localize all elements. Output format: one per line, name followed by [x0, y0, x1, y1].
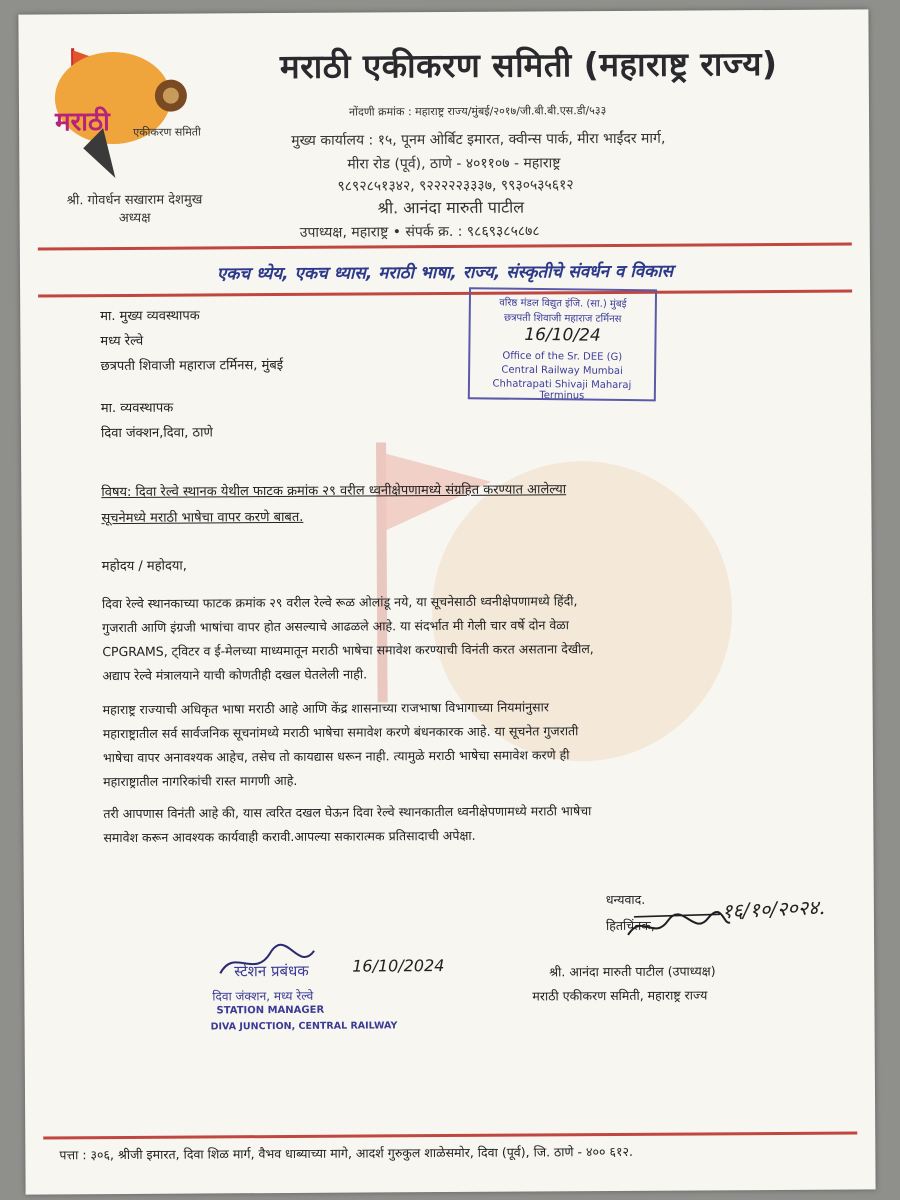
motto: एकच ध्येय, एकच ध्यास, मराठी भाषा, राज्य, संस्कृतीचे संवर्धन व विकास	[216, 261, 674, 285]
para-1-line-1: दिवा रेल्वे स्थानकाच्या फाटक क्रमांक २९ वरील रेल्वे रूळ ओलांडू नये, या सूचनेसाठी ध्वनीक्षेपणामध्ये हिंदी,	[101, 593, 578, 612]
org-title: मराठी एकीकरण समिती (महाराष्ट्र राज्य)	[279, 43, 778, 87]
subject-line-1: विषय: दिवा रेल्वे स्थानक येथील फाटक क्रमांक २९ वरील ध्वनीक्षेपणामध्ये संग्रहित करण्यात आलेल्या	[101, 482, 567, 501]
letter-page	[18, 9, 875, 1194]
para-2-line-2: महाराष्ट्रातील सर्व सार्वजनिक सूचनांमध्ये मराठी भाषेचा समावेश करणे बंधनकारक आहे. या सूचनेत गुजराती	[102, 723, 579, 742]
para-2-line-4: महाराष्ट्रातील नागरिकांची रास्त मागणी आहे.	[103, 772, 298, 790]
samiti-logo	[43, 37, 204, 188]
stamp-en-place: DIVA JUNCTION, CENTRAL RAILWAY	[210, 1020, 398, 1033]
recipient-1-line-3: छत्रपती शिवाजी महाराज टर्मिनस, मुंबई	[100, 357, 284, 375]
handwritten-date: १६/१०/२०२४.	[721, 894, 826, 924]
received-stamp	[468, 287, 657, 401]
station-manager-stamp	[184, 942, 445, 1039]
address-line-1: मुख्य कार्यालय : १५, पूनम ओर्बिट इमारत, क्वीन्स पार्क, मीरा भाईंदर मार्ग,	[291, 130, 666, 149]
stamp-date: 16/10/2024	[352, 956, 445, 976]
closing-thanks: धन्यवाद.	[605, 891, 646, 908]
subject-line-2: सूचनेमध्ये मराठी भाषेचा वापर करणे बाबत.	[101, 509, 304, 527]
vice-president-contact: उपाध्यक्ष, महाराष्ट्र • संपर्क क्र. : ९८६९३८५८७८	[299, 223, 540, 241]
address-line-2: मीरा रोड (पूर्व), ठाणे - ४०११०७ - महाराष्ट्र	[347, 155, 561, 173]
received-stamp-line-1: वरिष्ठ मंडल विद्युत इंजि. (सा.) मुंबई	[499, 297, 627, 311]
recipient-1-line-1: मा. मुख्य व्यवस्थापक	[100, 308, 200, 325]
para-3-line-1: तरी आपणास विनंती आहे की, यास त्वरित दखल घेऊन दिवा रेल्वे स्थानकातील ध्वनीक्षेपणामध्ये मराठी भाषेचा	[103, 803, 592, 822]
body-paragraph-2	[103, 694, 794, 794]
signatory-org: मराठी एकीकरण समिती, महाराष्ट्र राज्य	[532, 987, 708, 1004]
recipient-2-line-2: दिवा जंक्शन,दिवा, ठाणे	[100, 425, 213, 442]
para-1-line-3: CPGRAMS, ट्विटर व ई-मेलच्या माध्यमातून मराठी भाषेचा समावेश करण्याची विनंती करत असताना देखील,	[102, 641, 594, 660]
received-stamp-date: 16/10/24	[524, 324, 601, 346]
salutation: महोदय / महोदया,	[101, 558, 187, 575]
stamp-en-title: STATION MANAGER	[216, 1004, 325, 1017]
vice-president-name: श्री. आनंदा मारुती पाटील	[377, 197, 525, 218]
registration-number: नोंदणी क्रमांक : महाराष्ट्र राज्य/मुंबई/२०१७/जी.बी.बी.एस.डी/५३३	[348, 104, 607, 119]
body-paragraph-1	[102, 588, 793, 688]
phone-numbers: ९८९२८५१३४२, ९२२२२२३३३७, ९९३०५३५६१२	[337, 177, 574, 195]
signatory-name: श्री. आनंदा मारुती पाटील (उपाध्यक्ष)	[549, 963, 716, 980]
recipient-2-line-1: मा. व्यवस्थापक	[100, 400, 174, 417]
received-stamp-line-5: Chhatrapati Shivaji Maharaj Terminus	[492, 378, 632, 402]
motto-divider	[38, 290, 852, 298]
logo-text-main: मराठी	[54, 107, 110, 138]
para-2-line-3: भाषेचा वापर अनावश्यक आहेच, तसेच तो कायद्यास धरून नाही. त्यामुळे मराठी भाषेचा समावेश करणे ही	[102, 747, 570, 766]
signature	[624, 906, 734, 947]
received-stamp-line-2: छत्रपती शिवाजी महाराज टर्मिनस	[503, 312, 622, 325]
footer-address: पत्ता : ३०६, श्रीजी इमारत, दिवा शिळ मार्ग, वैभव धाब्याच्या मागे, आदर्श गुरुकुल शाळेसमोर, दिवा (पूर्व), जि. ठाणे - ४०० ६१२.	[59, 1143, 634, 1163]
para-1-line-4: अद्याप रेल्वे मंत्रालयाने याची कोणतीही दखल घेतलेली नाही.	[102, 666, 368, 684]
closing-well-wisher: हितचिंतक,	[605, 917, 655, 934]
recipient-1	[100, 303, 283, 379]
president-name: श्री. गोवर्धन सखाराम देशमुख	[66, 192, 203, 209]
stamp-hindi-title: स्टेशन प्रबंधक	[234, 961, 309, 981]
received-stamp-line-3: Office of the Sr. DEE (G)	[502, 350, 623, 363]
subject	[101, 476, 761, 532]
para-1-line-2: गुजराती आणि इंग्रजी भाषांचा वापर होत असल्याचे आढळले आहे. या संदर्भात मी गेली चार वर्षे दोन वेळा	[102, 617, 570, 636]
recipient-1-line-2: मध्य रेल्वे	[100, 333, 144, 350]
header-divider	[38, 243, 852, 251]
footer-divider	[43, 1132, 857, 1140]
logo-text-side: एकीकरण समिती	[133, 125, 201, 139]
president-role: अध्यक्ष	[118, 210, 151, 226]
stamp-hindi-place: दिवा जंक्शन, मध्य रेल्वे	[212, 988, 314, 1004]
body-paragraph-3	[103, 798, 793, 850]
received-stamp-line-4: Central Railway Mumbai	[501, 364, 623, 377]
para-2-line-1: महाराष्ट्र राज्याची अधिकृत भाषा मराठी आहे आणि केंद्र शासनाच्या राजभाषा विभागाच्या नियमांनुसार	[102, 699, 549, 718]
recipient-2	[101, 395, 213, 446]
president-block	[49, 191, 219, 228]
para-3-line-2: समावेश करून आवश्यक कार्यवाही करावी.आपल्या सकारात्मक प्रतिसादाची अपेक्षा.	[103, 827, 476, 846]
